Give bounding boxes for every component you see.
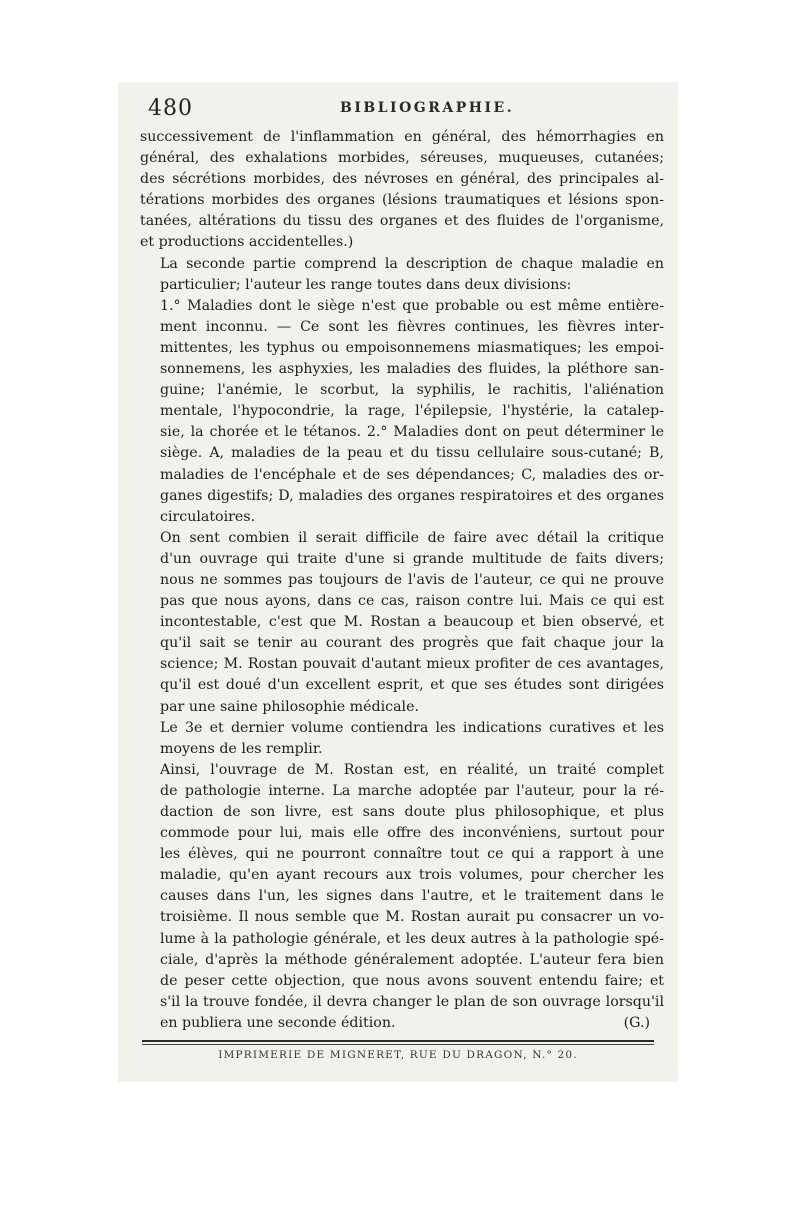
- text-line: des sécrétions morbides, des névroses en général, des principales al-: [140, 171, 664, 188]
- text-line: maladies de l'encéphale et de ses dépendances; C, maladies des or-: [160, 466, 664, 483]
- text-line: s'il la trouve fondée, il devra changer le plan de son ouvrage lorsqu'il: [160, 993, 664, 1010]
- paragraph: [140, 718, 664, 760]
- page-number: 480: [148, 96, 193, 121]
- text-line: Ainsi, l'ouvrage de M. Rostan est, en réalité, un traité complet: [160, 761, 664, 778]
- body-text: [140, 127, 664, 1034]
- text-line: causes dans l'un, les signes dans l'autre, et le traitement dans le: [160, 888, 664, 905]
- text-line: général, des exhalations morbides, séreuses, muqueuses, cutanées;: [140, 150, 664, 167]
- text-line: troisième. Il nous semble que M. Rostan aurait pu consacrer un vo-: [160, 909, 664, 926]
- text-line: commode pour lui, mais elle offre des inconvéniens, surtout pour: [160, 825, 664, 842]
- page-header: [148, 96, 628, 124]
- text-line: par une saine philosophie médicale.: [160, 698, 419, 715]
- text-line: guine; l'anémie, le scorbut, la syphilis, le rachitis, l'aliénation: [160, 382, 664, 399]
- text-line: incontestable, c'est que M. Rostan a beaucoup et bien observé, et: [160, 614, 664, 631]
- text-line: On sent combien il serait difficile de faire avec détail la critique: [160, 529, 664, 546]
- printer-imprint: IMPRIMERIE DE MIGNERET, RUE DU DRAGON, N.° 20.: [218, 1049, 578, 1061]
- paragraph: [140, 528, 664, 718]
- running-head: BIBLIOGRAPHIE.: [340, 100, 515, 116]
- text-line: en publiera une seconde édition.: [160, 1014, 396, 1031]
- text-line: particulier; l'auteur les range toutes dans deux divisions:: [160, 276, 572, 293]
- text-line: qu'il sait se tenir au courant des progrès que fait chaque jour la: [160, 635, 664, 652]
- text-line: tanées, altérations du tissu des organes et des fluides de l'organisme,: [140, 213, 664, 230]
- paragraph: [140, 760, 664, 1034]
- text-line: qu'il est doué d'un excellent esprit, et que ses études sont dirigées: [160, 677, 664, 694]
- text-line: lume à la pathologie générale, et les deux autres à la pathologie spé-: [160, 930, 664, 947]
- text-line: nous ne sommes pas toujours de l'avis de l'auteur, ce qui ne prouve: [160, 571, 664, 588]
- text-line: ganes digestifs; D, maladies des organes respiratoires et des organes: [160, 487, 664, 504]
- paragraph: [140, 127, 664, 254]
- text-line: science; M. Rostan pouvait d'autant mieux profiter de ces avantages,: [160, 656, 664, 673]
- footer-rule-thin: [142, 1044, 654, 1045]
- paragraph: [140, 254, 664, 296]
- text-line-with-signature: [140, 1013, 664, 1034]
- text-line: pas que nous ayons, dans ce cas, raison contre lui. Mais ce qui est: [160, 593, 664, 610]
- footer-rule: [142, 1040, 654, 1042]
- text-line: de pathologie interne. La marche adoptée par l'auteur, pour la ré-: [160, 782, 664, 799]
- text-line: d'un ouvrage qui traite d'une si grande multitude de faits divers;: [160, 550, 664, 567]
- text-line: daction de son livre, est sans doute plus philosophique, et plus: [160, 804, 664, 820]
- signature: (G.): [623, 1014, 650, 1031]
- text-line: 1.° Maladies dont le siège n'est que probable ou est même entière-: [160, 297, 664, 314]
- text-line: mentale, l'hypocondrie, la rage, l'épilepsie, l'hystérie, la catalep-: [160, 403, 664, 420]
- text-line: Le 3e et dernier volume contiendra les indications curatives et les: [160, 719, 664, 736]
- text-line: et productions accidentelles.): [140, 234, 354, 251]
- text-line: les élèves, qui ne pourront connaître tout ce qui a rapport à une: [160, 846, 664, 863]
- text-line: sie, la chorée et le tétanos. 2.° Maladies dont on peut déterminer le: [160, 424, 664, 441]
- text-line: moyens de les remplir.: [160, 740, 323, 757]
- text-line: térations morbides des organes (lésions traumatiques et lésions spon-: [140, 192, 664, 209]
- text-line: La seconde partie comprend la description de chaque maladie en: [160, 255, 664, 272]
- text-line: maladie, qu'en ayant recours aux trois volumes, pour chercher les: [160, 867, 664, 884]
- paragraph: [140, 296, 664, 528]
- text-line: mittentes, les typhus ou empoisonnemens miasmatiques; les empoi-: [160, 339, 664, 356]
- text-line: sonnemens, les asphyxies, les maladies des fluides, la pléthore san-: [160, 361, 664, 378]
- text-line: ciale, d'après la méthode généralement adoptée. L'auteur fera bien: [160, 951, 664, 968]
- text-line: de peser cette objection, que nous avons souvent entendu faire; et: [160, 972, 664, 989]
- text-line: siège. A, maladies de la peau et du tissu cellulaire sous-cutané; B,: [160, 445, 664, 462]
- text-line: circulatoires.: [160, 508, 256, 525]
- text-line: successivement de l'inflammation en général, des hémorrhagies en: [140, 129, 664, 145]
- text-line: ment inconnu. — Ce sont les fièvres continues, les fièvres inter-: [160, 318, 664, 335]
